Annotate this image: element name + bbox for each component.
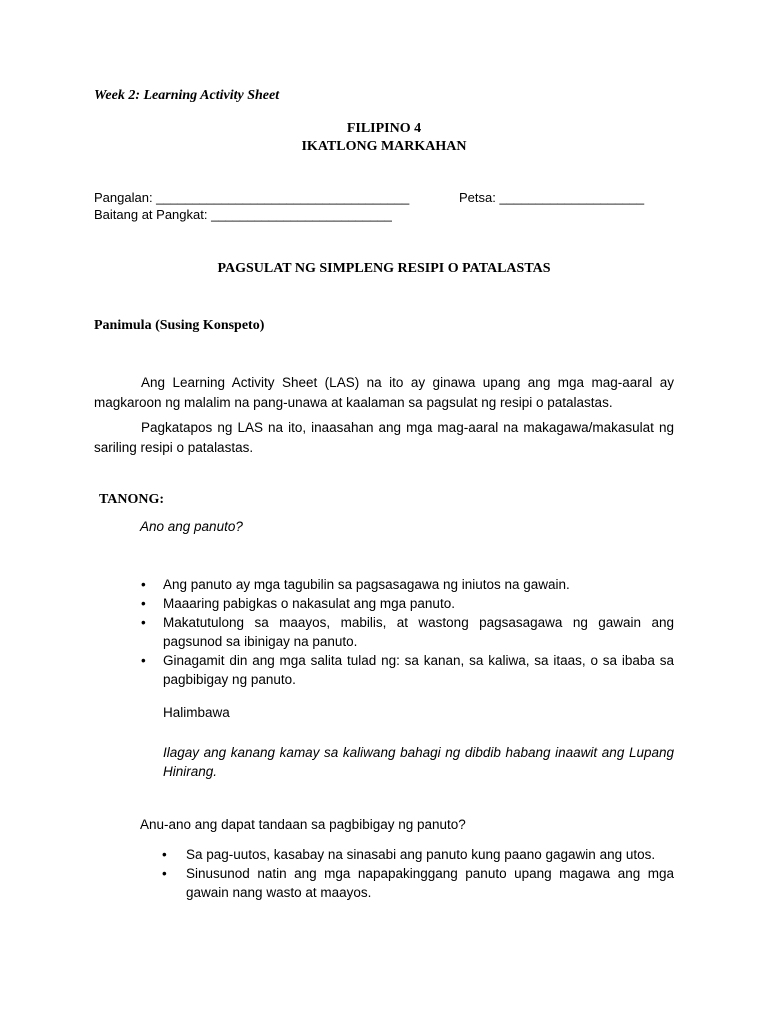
bullet-icon: •	[141, 596, 146, 611]
quarter-title: IKATLONG MARKAHAN	[301, 139, 467, 154]
grade-section-field: Baitang at Pangkat: _________________________	[94, 207, 392, 222]
list-item: • Sa pag-uutos, kasabay na sinasabi ang panuto kung paano gagawin ang utos.	[162, 847, 656, 862]
bullet-list-2	[162, 845, 674, 902]
bullet-icon: •	[141, 653, 146, 668]
date-field: Petsa: ____________________	[459, 190, 645, 205]
example-text: Ilagay ang kanang kamay sa kaliwang bahagi ng dibdib habang inaawit ang Lupang Hinirang.	[163, 745, 674, 779]
list-item: • Maaaring pabigkas o nakasulat ang mga panuto.	[141, 596, 455, 611]
question-2: Anu-ano ang dapat tandaan sa pagbibigay ng panuto?	[140, 817, 466, 832]
questions-heading: TANONG:	[99, 492, 165, 507]
name-field: Pangalan: ___________________________________	[94, 190, 410, 205]
bullet-icon: •	[141, 577, 146, 592]
week-label: Week 2: Learning Activity Sheet	[94, 88, 280, 103]
bullet-list-1	[141, 575, 674, 689]
list-item: • Ang panuto ay mga tagubilin sa pagsasagawa ng iniutos na gawain.	[141, 577, 570, 592]
example-heading: Halimbawa	[163, 705, 230, 720]
bullet-icon: •	[162, 866, 167, 881]
bullet-icon: •	[141, 615, 146, 630]
question-1: Ano ang panuto?	[140, 519, 243, 534]
lesson-title: PAGSULAT NG SIMPLENG RESIPI O PATALASTAS	[217, 261, 551, 276]
list-item: • Sinusunod natin ang mga napapakinggang panuto upang magawa ang mga gawain nang wasto at maayos.	[162, 866, 674, 900]
bullet-icon: •	[162, 847, 167, 862]
list-item: • Makatutulong sa maayos, mabilis, at wastong pagsasagawa ng gawain ang pagsunod sa ibinigay na panuto.	[141, 615, 674, 649]
list-item: • Ginagamit din ang mga salita tulad ng: sa kanan, sa kaliwa, sa itaas, o sa ibaba sa pagbibigay ng panuto.	[141, 653, 674, 687]
intro-paragraph-1: Ang Learning Activity Sheet (LAS) na ito ay ginawa upang ang mga mag-aaral ay magkaroon ng malalim na pang-unawa at kaalaman sa pagsulat ng resipi o patalastas.	[94, 375, 674, 410]
intro-paragraph-2: Pagkatapos ng LAS na ito, inaasahan ang mga mag-aaral na makagawa/makasulat ng sariling resipi o patalastas.	[94, 420, 674, 455]
subject-title: FILIPINO 4	[346, 121, 422, 136]
intro-heading: Panimula (Susing Konspeto)	[94, 318, 265, 333]
